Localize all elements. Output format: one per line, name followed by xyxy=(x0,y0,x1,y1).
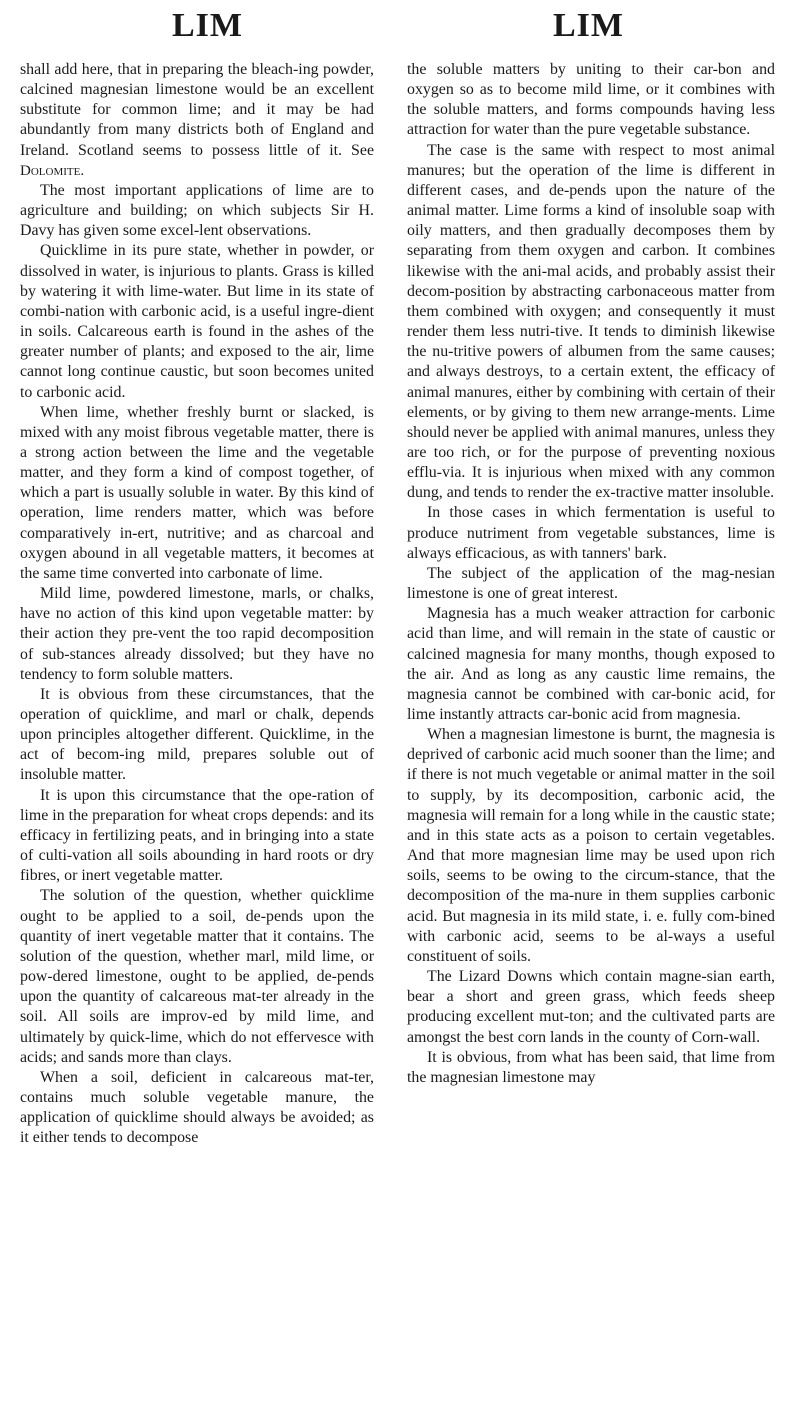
paragraph: When a magnesian limestone is burnt, the magnesia is deprived of carbonic acid much sooner than the lime; and if there is not much vegetable or animal matter in the soil to supply, by its decomposition, carbonic acid, the magnesia will remain for a long while in the caustic state; and in this state acts as a poison to certain vegetables. And that more magnesian lime may be used upon rich soils, seems to be owing to the circum-stance, that the decomposition of the ma-nure in them supplies carbonic acid. But magnesia in its mild state, i. e. fully com-bined with carbonic acid, seems to be al-ways a useful constituent of soils. xyxy=(407,726,775,965)
left-text-column xyxy=(20,60,374,1148)
paragraph: It is obvious from these circumstances, that the operation of quicklime, and marl or chalk, depends upon principles altogether different. Quicklime, in the act of becom-ing mild, prepares soluble out of insoluble matter. xyxy=(20,685,374,784)
paragraph: Mild lime, powdered limestone, marls, or chalks, have no action of this kind upon vegetable matter: by their action they pre-vent the too rapid decomposition of sub-stances already dissolved; but they have no tendency to form soluble matters. xyxy=(20,585,374,683)
paragraph-text: shall add here, that in preparing the bleach-ing powder, calcined magnesian limestone would be an excellent substitute for common lime; and it may be had abundantly from many districts both of England and Ireland. Scotland seems to possess little of it. See xyxy=(20,61,374,159)
paragraph: The solution of the question, whether quicklime ought to be applied to a soil, de-pends upon the quantity of inert vegetable matter that it contains. The solution of the question, whether marl, mild lime, or pow-dered limestone, ought to be applied, de-pends upon the quantity of calcareous mat-ter already in the soil. All soils are improv-ed by mild lime, and ultimately by quick-lime, which do not effervesce with acids; and sands more than clays. xyxy=(20,887,374,1066)
running-head-right: LIM xyxy=(553,7,624,44)
paragraph xyxy=(20,60,374,181)
paragraph: Magnesia has a much weaker attraction for carbonic acid than lime, and will remain in the state of caustic or calcined magnesia for many months, though exposed to the air. And as long as any caustic lime remains, the magnesia cannot be combined with car-bonic acid, for lime instantly attracts car-bonic acid from magnesia. xyxy=(407,605,775,723)
right-text-column xyxy=(407,60,775,1088)
paragraph: It is obvious, from what has been said, that lime from the magnesian limestone may xyxy=(407,1048,775,1086)
paragraph: When lime, whether freshly burnt or slacked, is mixed with any moist fibrous vegetable matter, there is a strong action between the lime and the vegetable matter, and they form a kind of compost together, of which a part is usually soluble in water. By this kind of operation, lime renders matter, which was before comparatively in-ert, nutritive; and as charcoal and oxygen abound in all vegetable matters, it becomes at the same time converted into carbonate of lime. xyxy=(20,403,374,582)
cross-reference: Dolomite. xyxy=(20,162,85,179)
running-head-left: LIM xyxy=(172,7,243,44)
paragraph: In those cases in which fermentation is useful to produce nutriment from vegetable substances, lime is always efficacious, as with tanners' bark. xyxy=(407,504,775,562)
paragraph: The subject of the application of the mag-nesian limestone is one of great interest. xyxy=(407,564,775,603)
paragraph: It is upon this circumstance that the ope-ration of lime in the preparation for wheat crops depends: and its efficacy in fertilizing peats, and in bringing into a state of culti-vation all soils abounding in hard roots or dry fibres, or inert vegetable matter. xyxy=(20,786,374,885)
paragraph: When a soil, deficient in calcareous mat-ter, contains much soluble vegetable manure, the application of quicklime should always be avoided; as it either tends to decompose xyxy=(20,1068,374,1147)
paragraph: Quicklime in its pure state, whether in powder, or dissolved in water, is injurious to plants. Grass is killed by watering it with lime-water. But lime in its state of combi-nation with carbonic acid, is a useful ingre-dient in soils. Calcareous earth is found in the ashes of the greater number of plants; and exposed to the air, lime cannot long continue caustic, but soon becomes united to carbonic acid. xyxy=(20,242,374,401)
paragraph: The Lizard Downs which contain magne-sian earth, bear a short and green grass, which feeds sheep producing excellent mut-ton; and the cultivated parts are amongst the best corn lands in the county of Corn-wall. xyxy=(407,968,775,1046)
paragraph: The most important applications of lime are to agriculture and building; on which subjects Sir H. Davy has given some excel-lent observations. xyxy=(20,181,374,240)
paragraph: The case is the same with respect to most animal manures; but the operation of the lime is different in different cases, and de-pends upon the nature of the animal matter. Lime forms a kind of insoluble soap with oily matters, and then gradually decomposes them by separating from them oxygen and carbon. It combines likewise with the ani-mal acids, and probably assist their decom-position by abstracting carbonaceous matter from them combined with oxygen; and consequently it must render them less nutri-tive. It tends to diminish likewise the nu-tritive powers of albumen from the same causes; and always destroys, to a certain extent, the efficacy of animal manures, either by combining with certain of their elements, or by giving to them new arrange-ments. Lime should never be applied with animal manures, unless they are too rich, or for the purpose of preventing noxious efflu-via. It is injurious when mixed with any common dung, and tends to render the ex-tractive matter insoluble. xyxy=(407,141,775,502)
paragraph: the soluble matters by uniting to their car-bon and oxygen so as to become mild lime, or it combines with the soluble matters, and forms compounds having less attraction for water than the pure vegetable substance. xyxy=(407,61,775,139)
